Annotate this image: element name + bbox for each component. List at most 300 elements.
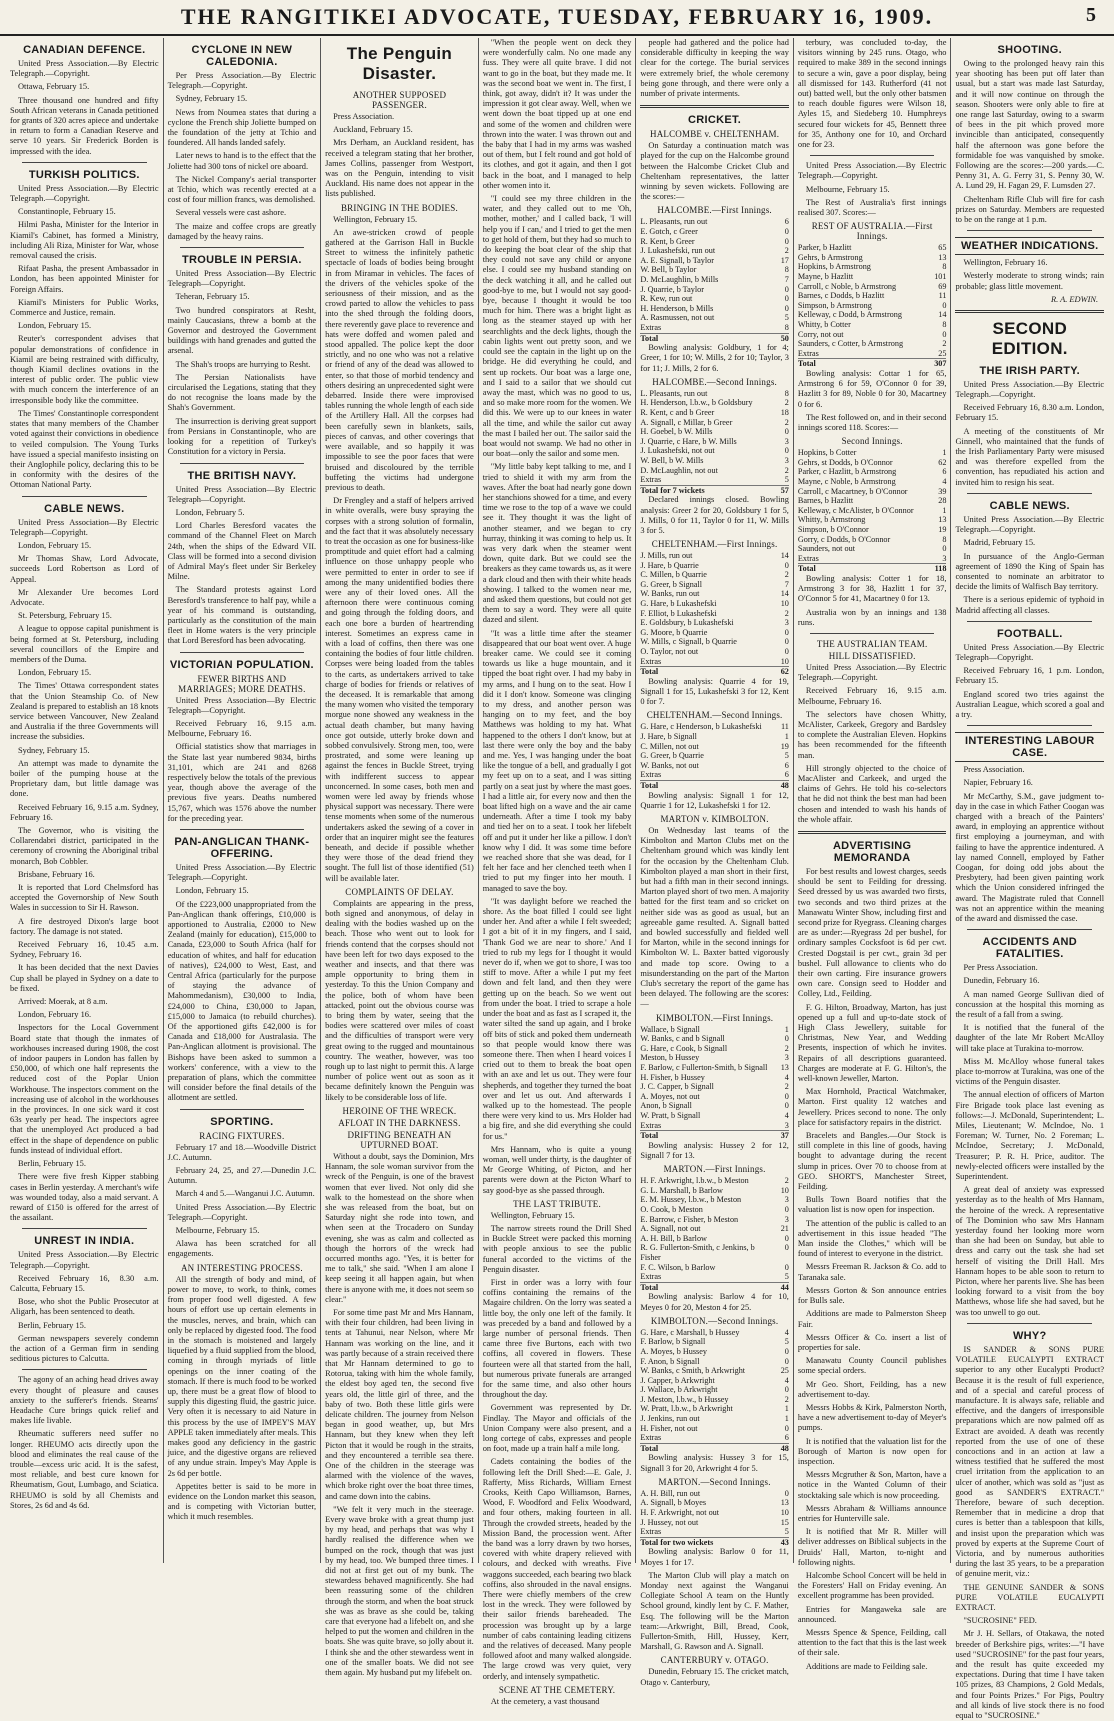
- batsman-entry: A. Signall, b Moyes: [640, 1498, 707, 1508]
- score-row: [798, 477, 947, 487]
- paragraph: United Press Association.—By Electric Telegraph.—Copyright.: [955, 514, 1105, 535]
- runs: 13: [938, 252, 947, 262]
- paragraph: London, February 15.: [18, 321, 92, 331]
- score-row: [640, 1176, 789, 1186]
- paragraph: A league to oppose capital punishment is being formed at St. Petersburg, including several councillors of the Empire and members of the Duma.: [10, 624, 159, 664]
- advertisement-eucalypti: [955, 1345, 1104, 1721]
- subheading: HEROINE OF THE WRECK.: [342, 1105, 457, 1116]
- runs: 8: [784, 388, 789, 398]
- scorecard-halcombe-1: [640, 217, 789, 343]
- runs: 10: [780, 599, 789, 609]
- runs: 5: [784, 1337, 789, 1347]
- batsman-entry: O. Cook, b Meston: [640, 1204, 703, 1214]
- score-row: [640, 1527, 789, 1537]
- score-row: [640, 781, 789, 791]
- runs: 25: [938, 348, 947, 358]
- score-row: [640, 589, 789, 599]
- article-interesting-process: [168, 1275, 317, 1523]
- score-row: [798, 272, 947, 282]
- runs: 6: [784, 770, 789, 780]
- column-5: [636, 38, 794, 1687]
- runs: 2: [784, 1043, 789, 1053]
- paragraph: The Rest followed on, and in their second innings scored 118. Scores:—: [797, 412, 947, 432]
- divider: [967, 493, 1092, 494]
- runs: 17: [780, 255, 789, 265]
- runs: 3: [784, 1053, 789, 1063]
- runs: 0: [784, 427, 789, 437]
- batsman-entry: H. Fisher, not out: [640, 1423, 698, 1433]
- paragraph: The selectors have chosen Whitty, McAlister, Carkeek, Gregory and Bardsley to complete the Australian Eleven. Hopkins has been recommended for the fifteenth man.: [797, 709, 947, 760]
- paragraph: At the cemetery, a vast thousand: [490, 1696, 600, 1706]
- paragraph: Rifaat Pasha, the present Ambassador in London, has been appointed Minister for Foreign Affairs.: [10, 264, 159, 294]
- article-labour-case: [955, 765, 1104, 924]
- score-row: [640, 1063, 789, 1073]
- batsman-entry: F. Barlow, b Signall: [640, 1337, 706, 1347]
- score-row: [640, 1111, 789, 1121]
- batsman-entry: G. Hare, c Henderson, b Lukashefski: [640, 722, 762, 732]
- divider: [22, 496, 147, 497]
- paragraph: Bracelets and Bangles.—Our Stock is still complete in this line of goods, having bought to advantage during the recent slump in prices. Over 70 to choose from at GEO. SHORT'S, Manchester Street, Feilding.: [797, 1131, 947, 1192]
- article-cricket-intro: [640, 141, 789, 202]
- runs: 21: [780, 1224, 789, 1234]
- subheading: ANOTHER SUPPOSED PASSENGER.: [352, 90, 447, 110]
- score-row: [798, 349, 947, 359]
- batsman-entry: Total: [640, 781, 771, 791]
- paragraph: Received February 16, 9.15 a.m. Melbourne, February 16.: [167, 718, 317, 739]
- runs: 3: [784, 1214, 789, 1224]
- paragraph: Several vessels were cast ashore.: [175, 208, 287, 218]
- headline-cable-news: CABLE NEWS.: [44, 502, 125, 515]
- paragraph: United Press Association—By Electric Telegraph—Copyright.: [10, 517, 159, 537]
- scorecard-marton-2: [640, 1489, 789, 1548]
- headline-football: FOOTBALL.: [996, 627, 1063, 640]
- paragraph: It is notified that the funeral of the daughter of the late Mr Robert McAlloy will take place at Turakina to-morrow.: [955, 1023, 1105, 1053]
- score-row: [640, 1366, 789, 1376]
- score-row: [640, 1186, 789, 1196]
- paragraph: Received February 16, 10.45 a.m. Sydney, February 16.: [10, 940, 159, 960]
- runs: 2: [784, 1082, 789, 1092]
- paragraph: Mr Thomas Shaw, Lord Advocate, succeeds Lord Robertson as Lord of Appeal.: [10, 554, 159, 584]
- runs: 7: [784, 275, 789, 284]
- score-row: [640, 294, 789, 304]
- paragraph: Brisbane, February 16.: [18, 869, 95, 879]
- score-row: [798, 330, 947, 340]
- paragraph: All the strength of body and mind, of power to move, to work, to think, comes from proper food well digested. A few hours of effort use up certain elements in the muscles, nerves, and brain, which can only be replaced by digested food. The food in the stomach is moistened and largely liquefied by a fluid supplied from the blood, coming in through myriads of little openings on the inner coating of the stomach. If there is much food to be worked up, there must be a great flow of blood to supply this digesting fluid, the gastric juice. Very often it is necessary to aid Nature in this process by the use of IMPEY'S MAY APPLE taken immediately after meals. This makes good any deficiency in the gastric juice, and the digestive organs are relieved of any undue strain. Impey's May Apple is 2s 6d per bottle.: [167, 1274, 317, 1478]
- score-row: [640, 1224, 789, 1234]
- score-row: [640, 313, 789, 323]
- batsman-entry: Extras: [797, 348, 819, 358]
- runs: 0: [784, 294, 789, 304]
- paragraph: Hilmi Pasha, Minister for the Interior in Kiamil's Cabinet, has formed a Ministry, including Ali Riza, Minister for War, whose removal caused the crisis.: [10, 220, 159, 261]
- paragraph: Messrs Gorton & Son announce entries for Bulls sale.: [797, 1285, 947, 1306]
- paragraph: Dunedin, February 15. The cricket match, Otago v. Canterbury,: [640, 1667, 789, 1687]
- article-delay: [325, 899, 474, 1103]
- batsman-entry: W. Banks, c Smith, b Arkwright: [640, 1366, 746, 1376]
- runs: 118: [928, 564, 946, 574]
- paragraph: Received February 16, 9.15 a.m. Sydney, February 16.: [10, 802, 159, 822]
- paragraph: Messrs Officer & Co. insert a list of properties for sale.: [797, 1332, 947, 1352]
- subheading: THE LAST TRIBUTE.: [513, 1198, 601, 1209]
- batsman-entry: J. Capper, b Arkwright: [640, 1375, 715, 1385]
- paragraph: Sydney, February 15.: [175, 94, 248, 104]
- runs: 62: [771, 667, 789, 677]
- paragraph: Per Press Association.: [963, 963, 1038, 973]
- score-row: [640, 637, 789, 647]
- article-unrest-india: [10, 1250, 159, 1364]
- paragraph: A meeting of the constituents of Mr Ginnell, who maintained that the funds of the Irish Parliamentary Party were misused and was therefore expelled from the convention, has repudiated his action and invited him to resign his seat.: [955, 426, 1105, 487]
- runs: 0: [784, 1356, 789, 1366]
- batsman-entry: Barnes, c Dodds, b Hazlitt: [797, 291, 885, 301]
- column-1: [6, 38, 164, 1563]
- runs: 48: [771, 1443, 789, 1453]
- score-row: [640, 418, 789, 428]
- paragraph: The narrow streets round the Drill Shed in Buckle Street were packed this morning with people anxious to see the public funeral accorded to the victims of the Penguin disaster.: [482, 1223, 632, 1274]
- subheading: BRINGING IN THE BODIES.: [340, 202, 458, 213]
- paragraph: United Press Association.—By Electric Telegraph.—Copyright.: [167, 1202, 317, 1222]
- subheading: HILL DISSATISFIED.: [828, 650, 916, 661]
- runs: 0: [784, 1101, 789, 1111]
- article-passenger: [325, 112, 474, 200]
- runs: 18: [780, 407, 789, 417]
- scorecard-marton-1: [640, 1176, 789, 1292]
- batsman-entry: Saunders, not out: [797, 544, 855, 554]
- bowling-analysis: Bowling analysis: Hussey 3 for 15, Signall 3 for 20, Arkwright 4 for 5.: [640, 1453, 789, 1473]
- score-row: [640, 1347, 789, 1357]
- divider: [967, 621, 1092, 622]
- score-row: [798, 487, 947, 497]
- batsman-entry: J. C. Capper, b Signall: [640, 1082, 714, 1092]
- score-row: [640, 456, 789, 466]
- scorecard-cheltenham-1: [640, 551, 789, 677]
- batsman-entry: Extras: [640, 1120, 662, 1130]
- score-row: [640, 1414, 789, 1424]
- batsman-entry: J. Hussey, not out: [640, 1517, 699, 1527]
- batsman-entry: J. Mills, run out: [640, 551, 693, 561]
- batsman-entry: Extras: [640, 1527, 662, 1537]
- paragraph: Messrs Mcgruther & Son, Marton, have a notice in the Wanted Column of their stocktaking sale which is now proceeding.: [797, 1470, 947, 1500]
- runs: 3: [784, 618, 789, 628]
- runs: 2: [784, 465, 789, 475]
- runs: 7: [784, 579, 789, 589]
- score-row: [640, 1328, 789, 1338]
- runs: 0: [784, 1204, 789, 1214]
- batsman-entry: J. Lukashefski, run out: [640, 246, 716, 256]
- paragraph: F. G. Hilton, Broadway, Marton, has just opened up a full and up-to-date stock of High Class Jewellery, suitable for Christmas, New Year, and Wedding Presents, inspection of which he invites. Repairs of all descriptions guaranteed. Charges are moderate at F. G. Hilton's, the well-known Jeweller, Marton.: [797, 1002, 947, 1084]
- paragraph: "SUCROSINE" FED.: [963, 1616, 1037, 1626]
- runs: 5: [784, 475, 789, 485]
- batsman-entry: Extras: [640, 1433, 662, 1443]
- batsman-entry: A. Moyes, b Hussey: [640, 1346, 707, 1356]
- batsman-entry: A. Moyes, not out: [640, 1091, 700, 1101]
- runs: 48: [771, 781, 789, 791]
- paragraph: Max Hornhold, Practical Watchmaker, Marton. First quality 12 watches and Jewellery. Prices second to none. The only place for satisfactory repairs in the district.: [797, 1087, 947, 1127]
- batsman-entry: F. Elliot, b Lukashefski: [640, 608, 717, 618]
- divider: [810, 155, 935, 156]
- batsman-entry: Whitty, b Armstrong: [797, 515, 866, 525]
- paragraph: Ottawa, February 15.: [18, 82, 90, 92]
- divider: [180, 463, 305, 464]
- article-rest-of-australia: [798, 161, 947, 218]
- batsman-entry: Extras: [797, 553, 819, 563]
- batsman-entry: H. F. Arkwright, not out: [640, 1508, 720, 1518]
- paragraph: United Press Association—By Electric Telegraph—Copyright.: [167, 695, 317, 715]
- divider: [22, 1228, 147, 1229]
- runs: 14: [938, 310, 947, 320]
- score-row: [640, 551, 789, 561]
- runs: 11: [781, 722, 789, 732]
- score-row: [640, 1537, 789, 1547]
- paragraph: On Wednesday last teams of the Kimbolton and Marton Clubs met on the Cheltenham ground which was kindly lent for the occasion by the Cheltenham Club. Kimbolton played a man short in their first, but had a fifth man in their second innings. Marton played short of two men. A majority batted for the first team and so cricket on neither side was as good as usual, but an agreeable game resulted. A. Signall batted and bowled successfully and fielded well for Marton, while in the second innings for Kimbolton W. L. Baxter batted vigorously and made top score. Owing to a misunderstanding on the part of the Marton Club's secretary the report of the game has been delayed. The following are the scores:—: [640, 826, 789, 1009]
- paragraph: For some time past Mr and Mrs Hannam, with their four children, had been living in tents at Tahunui, near Nelson, where Mr Hannam was working on the line, and it was partly because of a strain received there that Mr Hannam determined to go to Rotorua, taking with him the whole family, the eldest boy aged ten, the second five years old, the little girl of three, and the baby of two. Both these little girls were delicate children. The journey from Nelson began in good weather, up, but Mrs Hannam, but they knew when they left Picton that it would be rough in the straits, and they encountered a terrible sea there. One of the children in the steerage was alarmed with the violence of the waves, which broke right over the boat three times, and came down into the cabins.: [325, 1307, 474, 1501]
- batsman-entry: Total: [640, 1282, 771, 1292]
- score-row: [640, 1131, 789, 1141]
- runs: 65: [938, 243, 947, 253]
- batsman-entry: E. Goldsbury, b Lukashefski: [640, 618, 734, 628]
- divider: [967, 929, 1092, 930]
- paragraph: For best results and lowest charges, seeds should be sent to Feilding for dressing. Seed dressed by us was awarded two firsts, two seconds and two third prizes at the Manawatu Winter Show, including first and second prize for Ryegrass. Cleaning charges are as under:—Ryegrass 2d per bushel, for ordinary samples Cocksfoot is 6d per cwt. Crested Dogstail is per cwt., grain 3d per bushel. Full allowance to clients who do their own carting. Fire insurance growers own care. Consign seed to Hodder and Colley, Ltd., Feilding.: [797, 866, 947, 999]
- runs: 2: [784, 608, 789, 618]
- divider: [22, 162, 147, 163]
- batsman-entry: Parker, c Hazlitt, b Armstrong: [797, 467, 897, 477]
- runs: 0: [942, 544, 947, 554]
- score-row: [640, 304, 789, 314]
- batsman-entry: Total for 7 wickets: [640, 485, 771, 495]
- article-cable-news: [10, 518, 159, 1224]
- divider: [180, 652, 305, 653]
- batsman-entry: L. Pleasants, run out: [640, 388, 708, 398]
- runs: 2: [784, 1176, 789, 1186]
- runs: 0: [784, 627, 789, 637]
- column-6: [794, 38, 952, 1671]
- divider: [967, 230, 1092, 231]
- scorecard-rest-1: [798, 243, 947, 369]
- batsman-entry: W. Pratt, b Signall: [640, 1111, 701, 1120]
- paragraph: Messrs Abraham & Williams announce entries for Hunterville sale.: [797, 1503, 947, 1523]
- score-row: [640, 1385, 789, 1395]
- paragraph: Additions are made to Palmerston Sheep Fair.: [797, 1309, 947, 1329]
- runs: 14: [780, 551, 789, 561]
- batsman-entry: R. Kent, b Greer: [640, 236, 695, 246]
- divider: [967, 725, 1092, 726]
- score-row: [640, 1101, 789, 1111]
- headline-advertising-memoranda: ADVERTISING MEMORANDA: [832, 839, 912, 864]
- runs: 0: [784, 303, 789, 313]
- score-row: [640, 485, 789, 495]
- runs: 25: [780, 1366, 789, 1376]
- subheading: RACING FIXTURES.: [199, 1130, 285, 1141]
- batsman-entry: A. E. Signall, b Taylor: [640, 255, 714, 265]
- batsman-entry: H. Fisher, b Hussey: [640, 1072, 705, 1082]
- runs: 0: [784, 1488, 789, 1498]
- score-row: [640, 1053, 789, 1063]
- paragraph: The Rest of Australia's first innings realised 307. Scores:—: [797, 197, 947, 218]
- paragraph: Messrs Spence & Spence, Feilding, call attention to the fact that this is the last week of their sale.: [797, 1627, 947, 1658]
- paragraph: Official statistics show that marriages in the State last year numbered 9834, births 31,101, which are 241 and 8268 respectively below the totals of the previous year, though above the average of the previous five years. Deaths numbered 15,767, which was 1576 above the number for the preceding year.: [167, 742, 317, 823]
- subheading: CANTERBURY v. OTAGO.: [660, 1655, 769, 1666]
- score-row: [640, 1243, 789, 1262]
- headline-sporting: SPORTING.: [210, 1115, 274, 1128]
- batsman-entry: Parker, b Hazlitt: [797, 243, 852, 253]
- scorecard-title: Second Innings.: [841, 436, 903, 447]
- paragraph: It is reported that Lord Chelmsford has accepted the Governorship of New South Wales in succession to Sir H. Rawson.: [10, 883, 159, 913]
- runs: 0: [784, 284, 789, 294]
- runs: 0: [784, 1233, 789, 1243]
- scorecard-title: HALCOMBE.—First Innings.: [657, 205, 772, 216]
- score-row: [640, 323, 789, 333]
- batsman-entry: W. Bell, b Taylor: [640, 265, 697, 275]
- article-accidents: [955, 963, 1104, 1318]
- subheading: THE AUSTRALIAN TEAM.: [816, 638, 928, 649]
- batsman-entry: H. Goebel, b W. Mills: [640, 427, 713, 437]
- article-football: [955, 643, 1104, 720]
- runs: 4: [784, 1111, 789, 1120]
- score-row: [640, 599, 789, 609]
- score-row: [798, 243, 947, 253]
- runs: 4: [784, 1072, 789, 1082]
- divider: [180, 829, 305, 830]
- paragraph: The Shah's troops are hurrying to Resht.: [175, 359, 311, 369]
- batsman-entry: J. Quarrie, b Taylor: [640, 284, 704, 294]
- runs: 2: [784, 417, 789, 427]
- runs: 69: [938, 281, 947, 291]
- score-row: [640, 1508, 789, 1518]
- runs: 19: [938, 524, 947, 534]
- score-row: [798, 564, 947, 574]
- paragraph: "I could see my three children in the water, and they called out to me 'Oh, mother, mother,' and I called back, 'I will help you if I can,' and I tried to get the men to get hold of them, but they had so much to do keeping the boat clear of the ship that they could not save any child or anyone else. I could see my husband standing on the deck watching it all, and he called out good-bye to me, but I would not say good-bye, because I thought it would be too much for him. There was a bright light as long as the steamer stayed up with her searchlights and the deck lights, though the cabin lights went out pretty soon, and we could see the captain in the light up on the bridge. He did everything he could, and sent up rockets. Our boat was a large one, and I said to a sailor that we should cut away the mast, which was no good to us, and so make more room for the women. We did this. We were up to our knees in water all the time, and while the sailor cut away the mast I bailed her out. The sailor said the boat would not swamp. We had no other in our boat—only the sailor and some men.: [482, 194, 632, 459]
- paragraph: Press Association.: [963, 765, 1025, 775]
- runs: 2: [784, 1394, 789, 1404]
- paragraph: First in order was a lorry with four coffins containing the remains of the Magaire children. On the lorry was seated a little boy, the only one left of the family. It was preceded by a band and followed by a large number of personal friends. Then came three five Burtons, each with two coffins, all covered in flowers. These fourteen were all that started from the hall, but numerous private funerals are arranged for the same time, and also other hours throughout the day.: [482, 1277, 632, 1400]
- paragraph: Received February 16, 8.30 a.m. Calcutta, February 15.: [10, 1273, 159, 1293]
- runs: 1: [942, 505, 947, 515]
- paragraph: Westerly moderate to strong winds; rain probable; glass little movement.: [955, 271, 1105, 291]
- runs: 8: [942, 534, 947, 544]
- scorecard-title: MARTON.—First Innings.: [663, 1164, 766, 1175]
- runs: 5: [784, 751, 789, 761]
- batsman-entry: J. Quarrie, c Hare, b W. Mills: [640, 436, 737, 446]
- paragraph: Arrived: Moerak, at 8 a.m.: [18, 997, 108, 1007]
- score-row: [640, 1498, 789, 1508]
- article-marton-team: [640, 1571, 789, 1653]
- paragraph: Additions are made to Feilding sale.: [805, 1661, 928, 1671]
- paragraph: The insurrection is deriving great support from Persians in Constantinople, who are looking for a repetition of Turkey's Constitution for a victory in Persia.: [167, 416, 317, 457]
- paragraph: Lord Charles Beresford vacates the command of the Channel Fleet on March 24th, when the ships of the Edward VII. Class will be formed into a second division of Admiral May's fleet under Sir Berkeley Milne.: [167, 521, 317, 582]
- paragraph: The Times' Ottawa correspondent states that the Union Steamship Co. of New Zealand is prepared to establish an 18 knots service between Vancouver, New Zealand and Australia if the three Governments will increase the subsidies.: [10, 681, 159, 742]
- paragraph: Received February 16, 1 p.m. London, February 15.: [955, 666, 1105, 686]
- score-row: [640, 1424, 789, 1434]
- runs: 57: [771, 485, 789, 495]
- score-row: [640, 1518, 789, 1528]
- paragraph: The attention of the public is called to an advertisement in this issue headed "The Man inside the Clothes," which will be found of interest to everyone in the district.: [797, 1218, 947, 1259]
- runs: 0: [784, 236, 789, 246]
- paragraph: The Marton Club will play a match on Monday next against the Wanganui Collegiate School A team on the Huntly School ground, kindly lent by C. F. Mather, Esq. The following will be the Marton team:—Arkwright, Bill, Bread, Cook, Fullerton-Smith, Hill, Hussey, Kerr, Marshall, G. Rawson and A. Signall.: [640, 1570, 789, 1652]
- score-row: [640, 751, 789, 761]
- paragraph: United Press Association—By Electric Telegraph—Copyright.: [167, 269, 317, 289]
- paragraph: The Persian Nationalists have circularised the Legations, stating that they do not recognise the loans made by the Shah's Government.: [167, 372, 317, 413]
- paragraph: Australia won by an innings and 138 runs.: [797, 607, 947, 627]
- batsman-entry: W. Banks, c and b Signall: [640, 1034, 725, 1044]
- bowling-analysis: Declared innings closed. Bowling analysis: Greer 2 for 20, Goldsbury 1 for 5, J. Mills, 0 for 11, Taylor 0 for 11, W. Mills 3 for 5.: [640, 495, 789, 535]
- batsman-entry: Barnes, b Hazlitt: [797, 496, 854, 506]
- score-row: [640, 427, 789, 437]
- score-row: [640, 647, 789, 657]
- runs: 0: [784, 1243, 789, 1253]
- score-row: [640, 227, 789, 237]
- paragraph: February 17 and 18.—Woodville District J.C. Autumn.: [167, 1142, 317, 1162]
- divider: [180, 247, 305, 248]
- batsman-entry: J. Wallace, b Arkwright: [640, 1385, 718, 1395]
- batsman-entry: W. Banks, not out: [640, 760, 699, 770]
- batsman-entry: D. McLaughlin, not out: [640, 465, 718, 475]
- score-row: [640, 466, 789, 476]
- headline-why: WHY?: [1012, 1329, 1047, 1342]
- paragraph: An attempt was made to dynamite the boiler of the pumping house at the Proprietary dam, but little damage was done.: [10, 758, 159, 799]
- runs: 0: [784, 1346, 789, 1356]
- runs: 44: [771, 1282, 789, 1292]
- paragraph: Madrid, February 15.: [963, 538, 1036, 548]
- batsman-entry: Anon, b Signall: [640, 1101, 692, 1111]
- paragraph: Reuter's correspondent advises that popular demonstrations of confidence in Kiamil are being restrained with difficulty, though Kiamil declines ovations in the interest of public order. The public view with much concern the interference of an irresponsible body like the committee.: [10, 334, 159, 405]
- batsman-entry: Meston, b Hussey: [640, 1053, 700, 1063]
- batsman-entry: A. H. Bill, run out: [640, 1488, 701, 1498]
- article-heroine: [325, 1152, 474, 1678]
- score-row: [640, 237, 789, 247]
- batsman-entry: H. Henderson, l.b.w., b Goldsbury: [640, 398, 753, 408]
- runs: 1: [784, 1414, 789, 1424]
- score-row: [640, 1337, 789, 1347]
- headline-weather: WEATHER INDICATIONS.: [955, 237, 1104, 255]
- runs: 10: [780, 656, 789, 666]
- batsman-entry: W. Mills, c Signall, b Quarrie: [640, 637, 737, 647]
- runs: 28: [938, 496, 947, 506]
- score-row: [640, 1205, 789, 1215]
- headline-accidents: ACCIDENTS AND FATALITIES.: [982, 936, 1078, 961]
- runs: 39: [938, 486, 947, 496]
- score-row: [640, 1357, 789, 1367]
- runs: 10: [780, 1508, 789, 1518]
- subheading: MARTON v. KIMBOLTON.: [660, 814, 769, 824]
- score-row: [640, 1489, 789, 1499]
- scorecard-title: KIMBOLTON.—Second Innings.: [650, 1315, 779, 1326]
- signature: R. A. EDWIN.: [1050, 294, 1099, 304]
- runs: 43: [771, 1537, 789, 1547]
- column-2: [164, 38, 322, 1563]
- paragraph: Entries for Mangaweka sale are announced.: [797, 1604, 947, 1624]
- score-row: [640, 722, 789, 732]
- article-turkish-politics: [10, 184, 159, 491]
- runs: 1: [784, 1404, 789, 1414]
- headline-penguin-disaster: The Penguin Disaster.: [346, 44, 453, 83]
- newspaper-title: THE RANGITIKEI ADVOCATE, TUESDAY, FEBRUARY 16, 1909.: [180, 4, 934, 29]
- paragraph: An awe-stricken crowd of people gathered at the Garrison Hall in Buckle Street to witness the infinitely pathetic spectacle of loads of bodies being brought in from Miramar in vehicles. The faces of the drivers of the vehicles spoke of the seriousness of their mission, and as the crowd parted to allow the vehicles to pass into the shed through the folding doors, there reverently gave place to reverence and hats were doffed and women paled and stood appalled. The police kept the door strictly, and no one who was not a relative or friend of any of the dead was allowed to enter, so that those of morbid tendency and others desiring an unprecedented sight were debarred. Inside there were improvised tables running the whole length of each side of the Artillery Hall. All the corpses had been carefully sewn in blankets, sails, pieces of canvas, and other coverings that were available, and so happily it was impossible to see the poor faces that were bruised and discoloured by the terrible buffeting the victims had undergone previous to death.: [325, 227, 474, 492]
- paragraph: Bose, who shot the Public Prosecutor at Aligarh, has been sentenced to death.: [10, 1297, 159, 1317]
- runs: 4: [784, 1327, 789, 1337]
- article-last-tribute: [483, 1211, 632, 1682]
- score-row: [798, 291, 947, 301]
- article-marton-kimbolton: [640, 826, 789, 1010]
- headline-canadian-defence: CANADIAN DEFENCE.: [23, 44, 146, 56]
- paragraph: The Standard protests against Lord Beresford's transference to half pay, while a year of his command is outstanding, particularly as the constitution of the main fleet in Home waters is the very principle that Lord Beresford has been advocating.: [167, 585, 317, 646]
- paragraph: Constantinople, February 15.: [18, 207, 116, 217]
- batsman-entry: W. Banks, run out: [640, 589, 700, 599]
- headline-unrest-india: UNREST IN INDIA.: [34, 1235, 135, 1248]
- paragraph: A great deal of anxiety was expressed yesterday as to the health of Mrs Hannam, the heroine of the wreck. A representative of The Dominion who saw Mrs Hannam yesterday found her looking more worn than she had been on Sunday, but able to dress and carry out the task she had set herself of visiting the Drill Hall. Mrs Hannam hopes to be able soon to return to Picton, where her parents live. She has been looking forward to a visit from the boy Matthews, whose life she had saved, but he was too unwell to go out.: [955, 1185, 1105, 1317]
- score-row: [798, 339, 947, 349]
- paragraph: Wellington, February 15.: [490, 1210, 575, 1220]
- paragraph: Dr Frengley and a staff of helpers arrived in white overalls, were busy spraying the corpses with a strong solution of formalin, and the fact that it was absolutely necessary to treat the occasion as one for business-like promptitude and quiet effort had a calming influence on those unhappy people who were permitted to enter in order to see if among the many unidentified bodies there were any of their loved ones. All the afternoon there were continuous coming and going through the folding doors, and each one bore a burden of heartrending interest. Sometimes an express came in with a load of coffins, then there was one containing the bodies of four little children. Corpses were being loaded from the tables to the carts, as undertakers arrived to take charge of bodies for friends or relatives of the deceased. It is remarkable that among the many women who visited the temporary morgue none showed any weakness in the actual death chamber, but many having once got outside, utterly broke down and sobbed convulsively. Strong men, too, were prostrated, and some were leaning up against the fences in Buckle Street, trying with indifferent success to appear unconcerned. In some cases, both men and women were led away by friends whose physical support was necessary. There were tense moments when some of the numerous undertakers asked the sewing of a cover in order that an inquirer might see the features beneath, and decide if possible whether they were those of the dead friend they sought. The full list of those identified (51) will be available later.: [325, 496, 474, 883]
- runs: 0: [784, 647, 789, 657]
- batsman-entry: G. L. Marshall, b Barlow: [640, 1185, 723, 1195]
